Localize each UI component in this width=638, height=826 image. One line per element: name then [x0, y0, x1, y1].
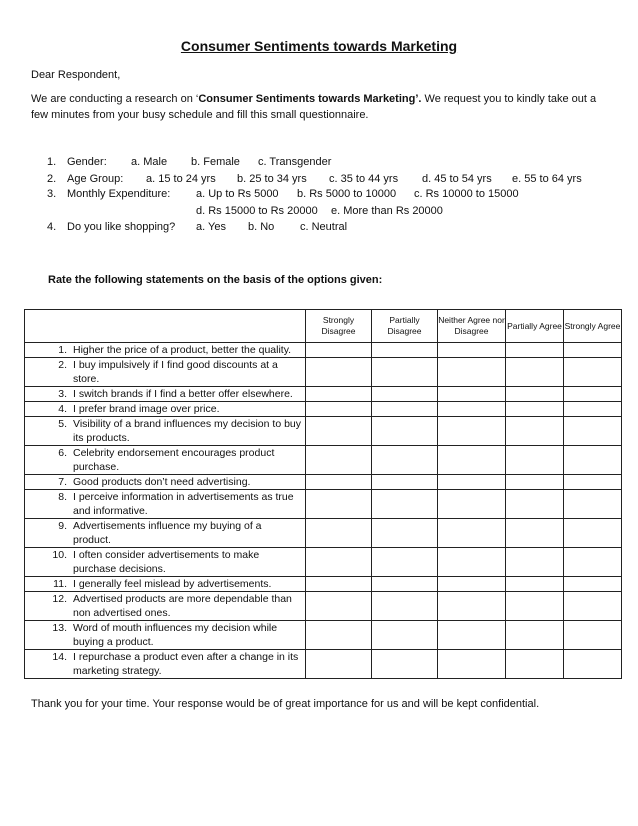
statement-text: I buy impulsively if I find good discounts at a store. — [73, 359, 278, 385]
rating-cell-partially-disagree[interactable] — [372, 519, 438, 548]
rating-cell-partially-disagree[interactable] — [372, 621, 438, 650]
footer-note: Thank you for your time. Your response would be of great importance for us and will be kept confidential. — [31, 698, 540, 710]
rating-table-header-row — [25, 310, 622, 343]
q3-option-d[interactable]: d. Rs 15000 to Rs 20000 — [196, 205, 318, 217]
q1-number: 1. — [47, 156, 57, 168]
statement-cell — [25, 475, 306, 490]
rating-cell-neither[interactable] — [438, 358, 506, 387]
statement-text: Higher the price of a product, better the quality. — [73, 344, 292, 356]
table-row — [25, 446, 622, 475]
rating-cell-strongly-agree[interactable] — [564, 358, 622, 387]
rating-cell-strongly-agree[interactable] — [564, 387, 622, 402]
q2-number: 2. — [47, 173, 57, 185]
rating-cell-partially-disagree[interactable] — [372, 402, 438, 417]
rating-cell-partially-agree[interactable] — [506, 387, 564, 402]
statement-number: 12. — [52, 593, 67, 605]
q4-option-a[interactable]: a. Yes — [196, 221, 226, 233]
rating-cell-partially-disagree[interactable] — [372, 592, 438, 621]
rating-cell-partially-disagree[interactable] — [372, 358, 438, 387]
greeting: Dear Respondent, — [31, 69, 121, 81]
rating-cell-neither[interactable] — [438, 446, 506, 475]
rating-cell-strongly-agree[interactable] — [564, 402, 622, 417]
q2-option-c[interactable]: c. 35 to 44 yrs — [329, 173, 399, 185]
statement-number: 7. — [58, 476, 67, 488]
statement-text: Celebrity endorsement encourages product purchase. — [73, 447, 275, 473]
rating-cell-neither[interactable] — [438, 402, 506, 417]
rating-cell-strongly-disagree[interactable] — [306, 548, 372, 577]
table-row — [25, 475, 622, 490]
statement-text: Advertisements influence my buying of a product. — [73, 520, 262, 546]
rating-cell-partially-disagree[interactable] — [372, 490, 438, 519]
rating-cell-neither[interactable] — [438, 343, 506, 358]
rating-cell-neither[interactable] — [438, 548, 506, 577]
q4-option-c[interactable]: c. Neutral — [300, 221, 348, 233]
statement-cell — [25, 548, 306, 577]
rating-cell-strongly-agree[interactable] — [564, 519, 622, 548]
statement-text: Advertised products are more dependable than non advertised ones. — [73, 593, 292, 619]
statement-cell — [25, 446, 306, 475]
statement-number: 14. — [52, 651, 67, 663]
rating-cell-partially-agree[interactable] — [506, 402, 564, 417]
rating-cell-partially-disagree[interactable] — [372, 475, 438, 490]
rating-cell-strongly-disagree[interactable] — [306, 475, 372, 490]
q2-option-b[interactable]: b. 25 to 34 yrs — [237, 173, 307, 185]
statement-number: 10. — [52, 549, 67, 561]
intro-paragraph — [31, 91, 601, 123]
rating-cell-neither[interactable] — [438, 650, 506, 679]
q3-option-c[interactable]: c. Rs 10000 to 15000 — [414, 188, 519, 200]
rating-cell-partially-agree[interactable] — [506, 519, 564, 548]
rating-cell-neither[interactable] — [438, 519, 506, 548]
q4-label: Do you like shopping? — [67, 221, 176, 233]
statement-number: 13. — [52, 622, 67, 634]
statement-number: 6. — [58, 447, 67, 459]
table-row — [25, 417, 622, 446]
q1-option-c[interactable]: c. Transgender — [258, 156, 332, 168]
q3-option-a[interactable]: a. Up to Rs 5000 — [196, 188, 279, 200]
rating-cell-partially-agree[interactable] — [506, 548, 564, 577]
table-row — [25, 490, 622, 519]
q4-number: 4. — [47, 221, 57, 233]
intro-research-title: Consumer Sentiments towards Marketing’. — [198, 93, 422, 105]
rating-cell-partially-disagree[interactable] — [372, 548, 438, 577]
statement-text: Word of mouth influences my decision while buying a product. — [73, 622, 278, 648]
q4-option-b[interactable]: b. No — [248, 221, 275, 233]
q2-option-e[interactable]: e. 55 to 64 yrs — [512, 173, 582, 185]
statement-cell — [25, 402, 306, 417]
rating-cell-neither[interactable] — [438, 592, 506, 621]
statement-number: 1. — [58, 344, 67, 356]
q3-label: Monthly Expenditure: — [67, 188, 171, 200]
header-strongly-disagree: Strongly Disagree — [306, 310, 372, 343]
rating-cell-partially-disagree[interactable] — [372, 343, 438, 358]
statement-number: 2. — [58, 359, 67, 371]
rating-cell-strongly-agree[interactable] — [564, 446, 622, 475]
intro-text-before: We are conducting a research on ‘ — [31, 93, 199, 105]
rating-cell-neither[interactable] — [438, 490, 506, 519]
rating-cell-strongly-disagree[interactable] — [306, 343, 372, 358]
rating-cell-neither[interactable] — [438, 417, 506, 446]
rating-cell-strongly-agree[interactable] — [564, 417, 622, 446]
statement-text: Visibility of a brand influences my decision to buy its products. — [73, 418, 302, 444]
rating-cell-neither[interactable] — [438, 621, 506, 650]
statement-text: Good products don’t need advertising. — [73, 476, 251, 488]
statement-number: 4. — [58, 403, 67, 415]
rating-cell-strongly-agree[interactable] — [564, 475, 622, 490]
table-row — [25, 402, 622, 417]
rating-cell-strongly-disagree[interactable] — [306, 446, 372, 475]
rating-cell-partially-disagree[interactable] — [372, 387, 438, 402]
statement-cell — [25, 417, 306, 446]
statement-cell — [25, 358, 306, 387]
table-row — [25, 548, 622, 577]
header-strongly-agree: Strongly Agree — [564, 310, 622, 343]
q2-option-a[interactable]: a. 15 to 24 yrs — [146, 173, 216, 185]
rating-cell-neither[interactable] — [438, 475, 506, 490]
q2-option-d[interactable]: d. 45 to 54 yrs — [422, 173, 492, 185]
table-row — [25, 650, 622, 679]
rating-cell-strongly-agree[interactable] — [564, 592, 622, 621]
header-neither: Neither Agree nor Disagree — [438, 310, 506, 343]
header-partially-agree: Partially Agree — [506, 310, 564, 343]
table-row — [25, 577, 622, 592]
rating-cell-partially-disagree[interactable] — [372, 650, 438, 679]
statement-text: I generally feel mislead by advertisements. — [73, 578, 272, 590]
rating-cell-strongly-disagree[interactable] — [306, 417, 372, 446]
statement-header — [25, 310, 306, 343]
rating-cell-partially-agree[interactable] — [506, 358, 564, 387]
rating-cell-partially-agree[interactable] — [506, 417, 564, 446]
q1-option-a[interactable]: a. Male — [131, 156, 168, 168]
rating-cell-strongly-disagree[interactable] — [306, 358, 372, 387]
rating-cell-strongly-disagree[interactable] — [306, 621, 372, 650]
rating-cell-strongly-disagree[interactable] — [306, 490, 372, 519]
rating-cell-strongly-agree[interactable] — [564, 621, 622, 650]
table-row — [25, 358, 622, 387]
q3-number: 3. — [47, 188, 57, 200]
rating-cell-strongly-agree[interactable] — [564, 548, 622, 577]
q3-option-b[interactable]: b. Rs 5000 to 10000 — [297, 188, 397, 200]
q2-label: Age Group: — [67, 173, 124, 185]
rating-cell-partially-disagree[interactable] — [372, 417, 438, 446]
rating-cell-partially-agree[interactable] — [506, 446, 564, 475]
rating-cell-partially-agree[interactable] — [506, 490, 564, 519]
statement-cell — [25, 650, 306, 679]
statement-text: I perceive information in advertisements as true and informative. — [73, 491, 294, 517]
statement-cell — [25, 592, 306, 621]
table-row — [25, 343, 622, 358]
page-title: Consumer Sentiments towards Marketing — [180, 38, 458, 54]
rating-cell-neither[interactable] — [438, 387, 506, 402]
header-partially-disagree: Partially Disagree — [372, 310, 438, 343]
rating-cell-partially-agree[interactable] — [506, 577, 564, 592]
rating-cell-strongly-agree[interactable] — [564, 650, 622, 679]
q1-option-b[interactable]: b. Female — [191, 156, 240, 168]
rating-cell-partially-agree[interactable] — [506, 650, 564, 679]
statement-text: I repurchase a product even after a change in its marketing strategy. — [73, 651, 299, 677]
rating-cell-strongly-disagree[interactable] — [306, 387, 372, 402]
rating-cell-partially-agree[interactable] — [506, 475, 564, 490]
statement-cell — [25, 621, 306, 650]
rating-cell-partially-agree[interactable] — [506, 621, 564, 650]
statement-cell — [25, 343, 306, 358]
statement-number: 5. — [58, 418, 67, 430]
statement-text: I switch brands if I find a better offer elsewhere. — [73, 388, 293, 400]
statement-cell — [25, 387, 306, 402]
rating-cell-partially-disagree[interactable] — [372, 577, 438, 592]
statement-cell — [25, 519, 306, 548]
rating-cell-strongly-agree[interactable] — [564, 343, 622, 358]
q3-option-e[interactable]: e. More than Rs 20000 — [331, 205, 443, 217]
rating-cell-strongly-disagree[interactable] — [306, 577, 372, 592]
statement-number: 8. — [58, 491, 67, 503]
intro-text-after: We request you to kindly take out a few minutes from your busy schedule and fill this small questionnaire. — [31, 93, 597, 121]
statement-cell — [25, 577, 306, 592]
statement-cell — [25, 490, 306, 519]
statement-number: 3. — [58, 388, 67, 400]
table-row — [25, 519, 622, 548]
rating-cell-strongly-agree[interactable] — [564, 577, 622, 592]
statement-number: 11. — [53, 578, 67, 590]
rating-cell-partially-agree[interactable] — [506, 343, 564, 358]
statement-text: I prefer brand image over price. — [73, 403, 220, 415]
rating-table — [24, 309, 622, 679]
statement-number: 9. — [58, 520, 67, 532]
table-row — [25, 592, 622, 621]
rating-cell-strongly-disagree[interactable] — [306, 650, 372, 679]
rating-cell-partially-disagree[interactable] — [372, 446, 438, 475]
rating-section-heading: Rate the following statements on the basis of the options given: — [48, 274, 383, 286]
rating-cell-strongly-disagree[interactable] — [306, 592, 372, 621]
rating-cell-neither[interactable] — [438, 577, 506, 592]
rating-cell-strongly-disagree[interactable] — [306, 402, 372, 417]
rating-cell-partially-agree[interactable] — [506, 592, 564, 621]
rating-cell-strongly-agree[interactable] — [564, 490, 622, 519]
table-row — [25, 621, 622, 650]
q1-label: Gender: — [67, 156, 107, 168]
statement-text: I often consider advertisements to make purchase decisions. — [73, 549, 260, 575]
table-row — [25, 387, 622, 402]
rating-cell-strongly-disagree[interactable] — [306, 519, 372, 548]
